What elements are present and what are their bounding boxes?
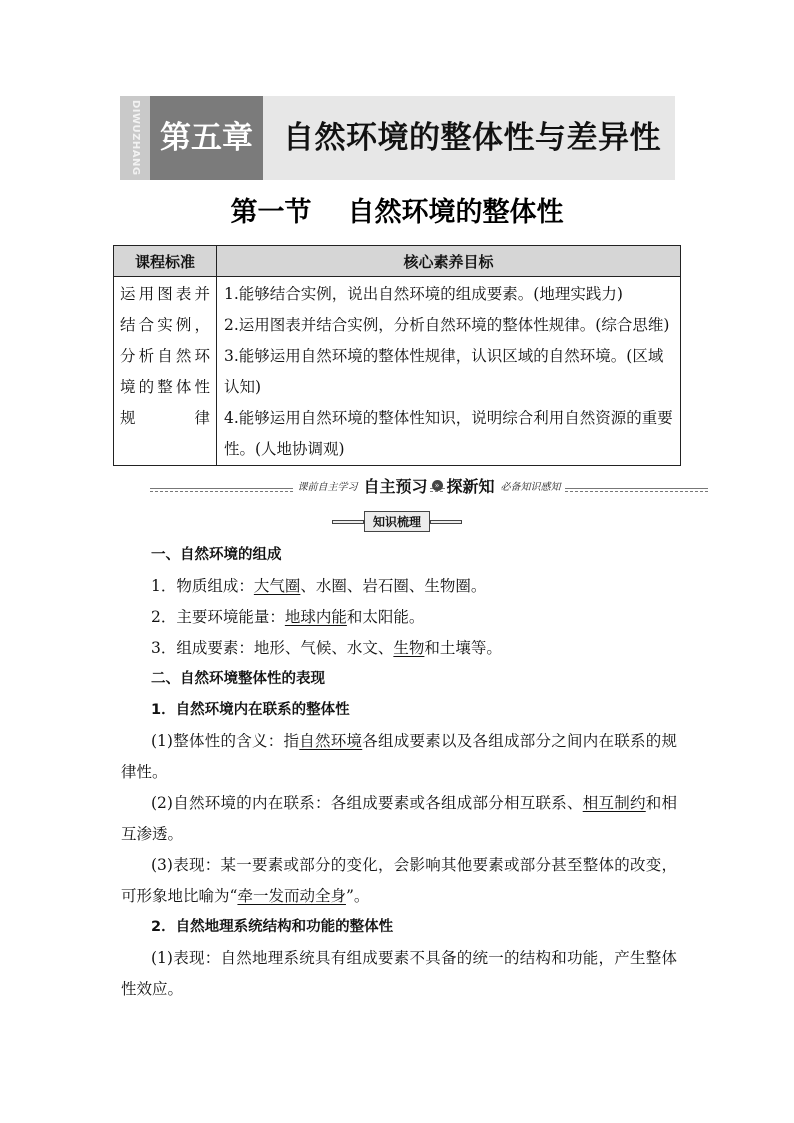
knowledge-tag-label: 知识梳理 [364,511,430,532]
main-content [121,540,677,1005]
table-header-row [114,246,681,277]
paragraph-energy: 2．主要环境能量：地球内能和太阳能。 [151,608,425,626]
table-row [114,277,681,466]
paragraph-manifestation: (3)表现：某一要素或部分的变化，会影响其他要素或部分甚至整体的改变，可形象地比喻为“牵一发而动全身”。 [121,856,677,905]
answer-blank: 自然环境 [299,732,363,750]
paragraph-material: 1．物质组成：大气圈、水圈、岩石圈、生物圈。 [151,577,487,595]
chapter-label: 第五章 [150,96,263,180]
answer-blank: 相互制约 [582,794,646,812]
chapter-pinyin: DIWUZHANG [130,100,141,176]
divider-prefix: 课前自主学习 [293,482,361,493]
answer-blank: 生物 [393,639,425,657]
goal-item: 1.能够结合实例，说出自然环境的组成要素。(地理实践力) [224,285,623,303]
heading-composition: 一、自然环境的组成 [151,547,282,563]
heading-expression: 二、自然环境整体性的表现 [151,671,325,687]
answer-blank: 地球内能 [284,608,347,626]
paragraph-system: (1)表现：自然地理系统具有组成要素不具备的统一的结构和功能，产生整体性效应。 [121,949,677,998]
table-header-goals: 核心素养目标 [217,246,681,277]
section-divider [150,474,708,498]
goal-item: 4.能够运用自然环境的整体性知识，说明综合利用自然资源的重要性。(人地协调观) [224,409,673,458]
paragraph-connection: (2)自然环境的内在联系：各组成要素或各组成部分相互联系、相互制约和相互渗透。 [121,794,677,843]
chapter-title: 自然环境的整体性与差异性 [283,120,661,156]
subheading-internal: 1．自然环境内在联系的整体性 [151,702,350,718]
divider-main-1: 自主预习 [363,477,428,496]
section-label: 第一节 [230,197,312,228]
curriculum-standard-cell: 运用图表并结合实例，分析自然环境的整体性规律 [114,277,217,466]
goal-item: 3.能够运用自然环境的整体性规律，认识区域的自然环境。(区域认知) [224,347,664,396]
curriculum-table [113,245,681,466]
core-goals-cell [217,277,681,466]
paragraph-elements: 3．组成要素：地形、气候、水文、生物和土壤等。 [151,639,502,657]
divider-main-2: 探新知 [446,477,495,496]
answer-blank: 大气圈 [253,577,301,595]
divider-suffix: 必备知识感知 [497,482,565,493]
section-title: 自然环境的整体性 [347,197,564,228]
answer-blank: 牵一发而动全身 [237,887,346,905]
subheading-system: 2．自然地理系统结构和功能的整体性 [151,919,394,935]
knowledge-tag [0,511,794,532]
table-header-standard: 课程标准 [114,246,217,277]
paragraph-meaning: (1)整体性的含义：指自然环境各组成要素以及各组成部分之间内在联系的规律性。 [121,732,677,781]
chapter-banner [120,96,675,180]
banner-side-strip [120,96,150,180]
double-arrow-icon: » [432,480,443,491]
section-heading [0,190,794,229]
goal-item: 2.运用图表并结合实例，分析自然环境的整体性规律。(综合思维) [224,316,670,334]
